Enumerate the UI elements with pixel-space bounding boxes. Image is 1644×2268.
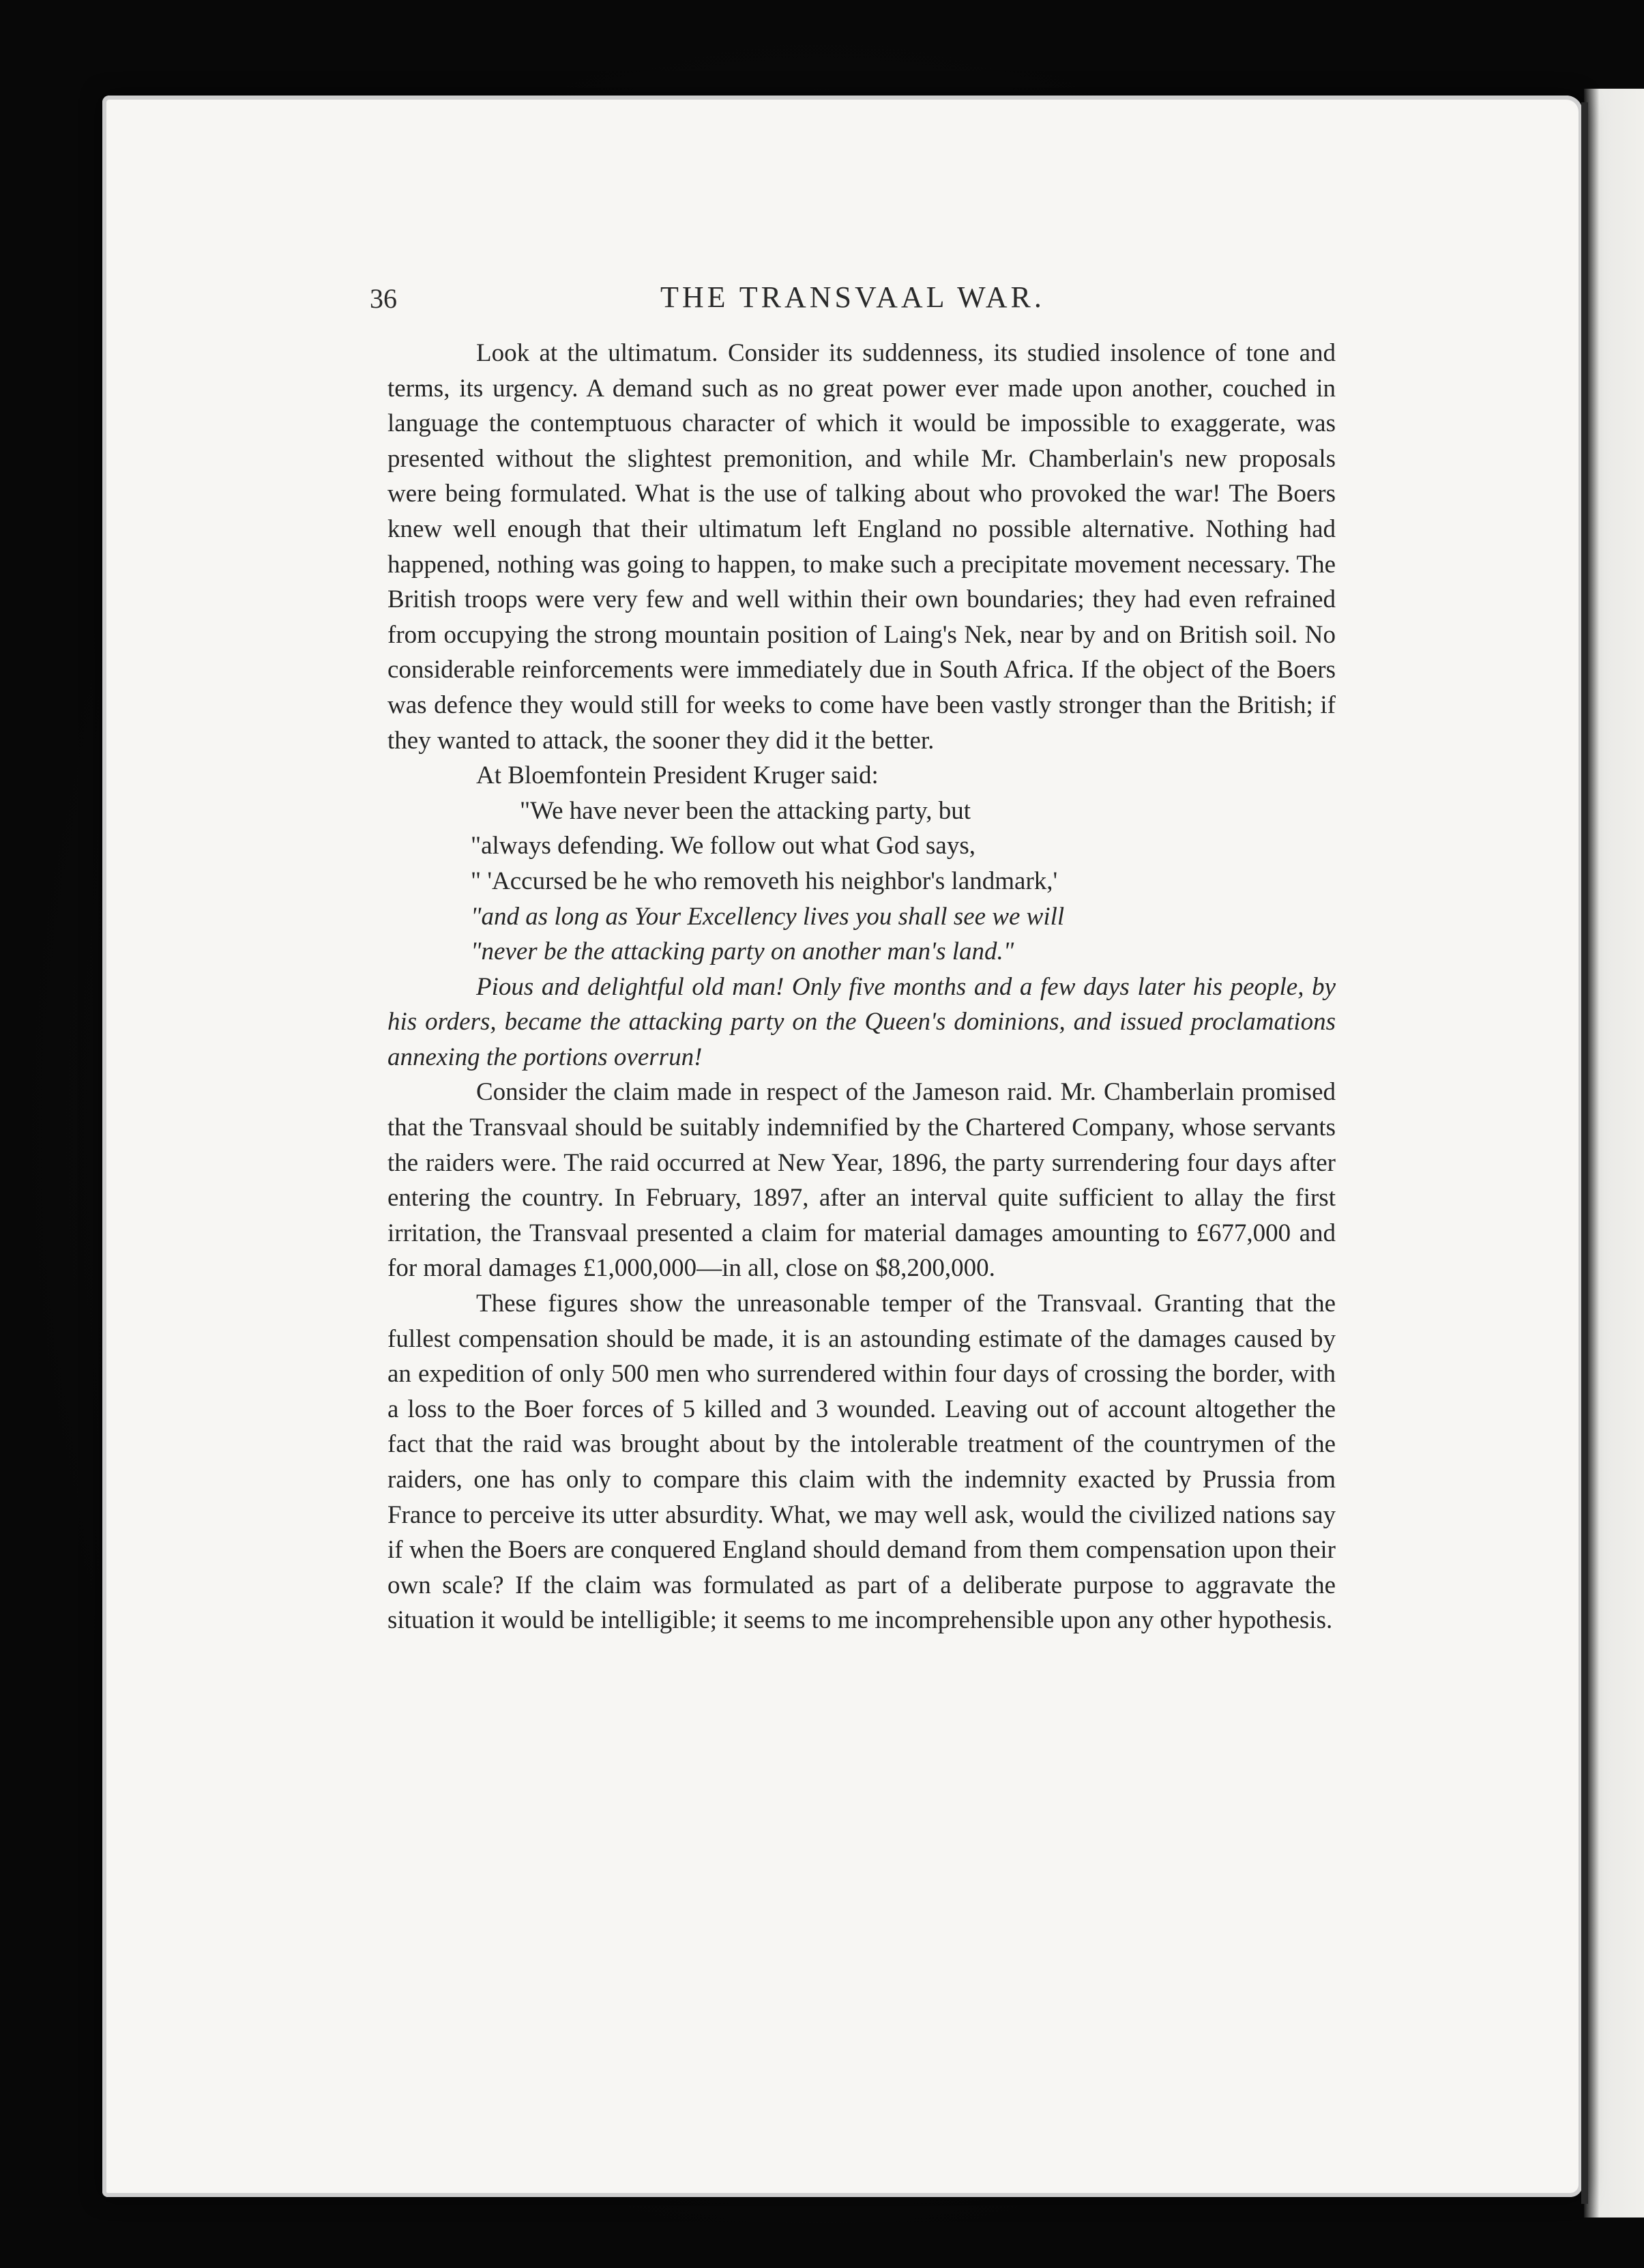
running-head: THE TRANSVAAL WAR. (660, 280, 1045, 314)
body-text (387, 336, 1336, 1638)
facing-page-edge (1584, 89, 1644, 2218)
quote-line: "and as long as Your Excellency lives you shall see we will (471, 902, 1065, 931)
kruger-quote (471, 794, 1336, 970)
paragraph-jameson-claim: Consider the claim made in respect of the Jameson raid. Mr. Chamberlain promised that the Transvaal should be suitably indemnified by the Chartered Company, whose servants the raiders were. The raid occurred at New Year, 1896, the party surrendering four days after entering the country. In February, 1897, after an interval quite sufficient to allay the first irritation, the Transvaal presented a claim for material damages amounting to £677,000 and for moral damages £1,000,000—in all, close on $8,200,000. (387, 1078, 1336, 1283)
quote-line: "always defending. We follow out what God says, (471, 832, 975, 860)
quote-line: "We have never been the attacking party, but (520, 796, 971, 825)
page-number: 36 (370, 283, 397, 314)
paragraph-ultimatum: Look at the ultimatum. Consider its suddenness, its studied insolence of tone and terms, its urgency. A demand such as no great power ever made upon another, couched in language the contemptuous character of which it would be impossible to exaggerate, was presented without the slightest premonition, and while Mr. Chamberlain's new proposals were being formulated. What is the use of talking about who provoked the war! The Boers knew well enough that their ultimatum left England no possible alternative. Nothing had happened, nothing was going to happen, to make such a precipitate movement necessary. The British troops were very few and well within their own boundaries; they had even refrained from occupying the strong mountain position of Laing's Nek, near by and on British soil. No considerable reinforcements were immediately due in South Africa. If the object of the Boers was defence they would still for weeks to come have been vastly stronger than the British; if they wanted to attack, the sooner they did it the better. (387, 339, 1336, 755)
quote-line: "never be the attacking party on another man's land." (471, 937, 1014, 966)
paragraph-pious: Pious and delightful old man! Only five months and a few days later his people, by his orders, became the attacking party on the Queen's dominions, and issued proclamations annexing the portions overrun! (387, 972, 1336, 1071)
quote-line: " 'Accursed be he who removeth his neighbor's landmark,' (471, 867, 1058, 895)
paragraph-figures: These figures show the unreasonable temper of the Transvaal. Granting that the fullest compensation should be made, it is an astounding estimate of the damages caused by an expedition of only 500 men who surrendered within four days of crossing the border, with a loss to the Boer forces of 5 killed and 3 wounded. Leaving out of account altogether the fact that the raid was brought about by the intolerable treatment of the countrymen of the raiders, one has only to compare this claim with the indemnity exacted by Prussia from France to perceive its utter absurdity. What, we may well ask, would the civilized nations say if when the Boers are conquered England should demand from them compensation upon their own scale? If the claim was formulated as part of a deliberate purpose to aggravate the situation it would be intelligible; it seems to me incomprehensible upon any other hypothesis. (387, 1290, 1336, 1635)
page-gutter (1581, 102, 1588, 2204)
page-header (370, 274, 1345, 322)
paragraph-kruger-intro: At Bloemfontein President Kruger said: (476, 761, 879, 790)
